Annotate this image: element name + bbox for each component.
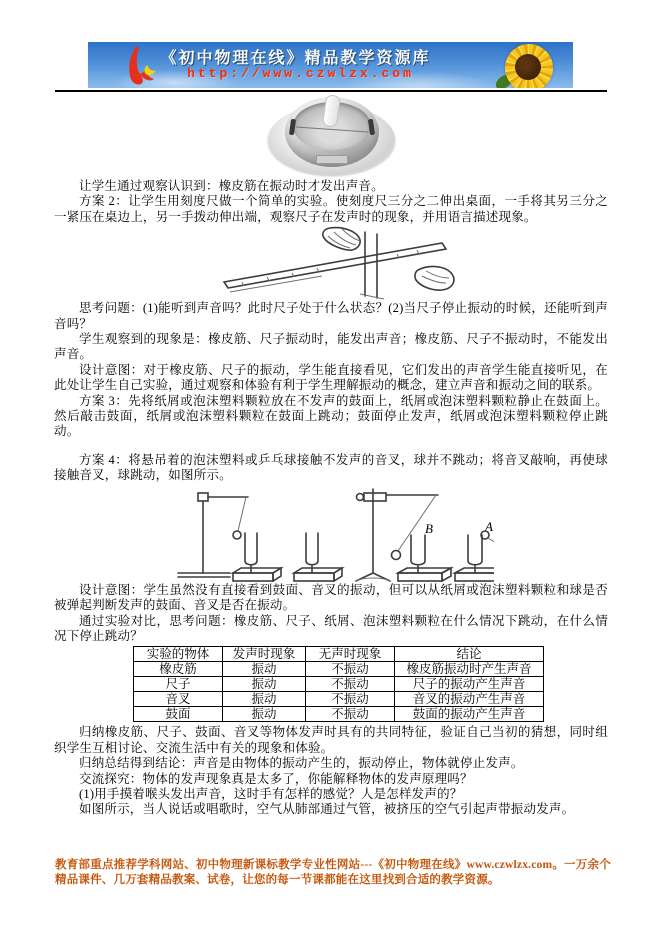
cell: 音叉的振动产生声音 — [395, 692, 544, 707]
paragraph-14: 如图所示，当人说话或唱歌时，空气从肺部通过气管，被挤压的空气引起声带振动发声。 — [79, 802, 575, 817]
paragraph-3: 思考问题：(1)能听到声音吗？此时尺子处于什么状态？(2)当尺子停止振动的时候，还能听到声音吗？ — [54, 301, 608, 331]
paragraph-9: 通过实验对比，思考问题：橡皮筋、尺子、纸屑、泡沫塑料颗粒在什么情况下跳动，在什么情况下停止跳动？ — [54, 613, 608, 643]
table-header-row — [134, 647, 544, 662]
document-body — [54, 97, 608, 818]
experiment-results-table — [133, 646, 544, 722]
paragraph-4: 学生观察到的现象是：橡皮筋、尺子振动时，能发出声音；橡皮筋、尺子不振动时，不能发出声音。 — [54, 332, 608, 362]
fork-label-b: B — [425, 520, 433, 536]
table-row — [134, 677, 544, 692]
cell: 鼓面的振动产生声音 — [395, 707, 544, 722]
fork-label-a: A — [485, 518, 493, 534]
cell: 振动 — [223, 662, 306, 677]
paragraph-8: 设计意图：学生虽然没有直接看到鼓面、音叉的振动，但可以从纸屑或泡沫塑料颗粒和球是否被弹起判断发声的鼓面、音叉是否在振动。 — [54, 582, 608, 613]
cell: 尺子 — [134, 677, 223, 692]
cell: 橡皮筋 — [134, 662, 223, 677]
sunflower-icon — [497, 42, 561, 88]
header-divider — [55, 90, 607, 92]
paragraph-11: 归纳总结得到结论：声音是由物体的振动产生的，振动停止，物体就停止发声。 — [79, 756, 524, 771]
ruler-experiment-figure — [212, 226, 474, 300]
col-header-object: 实验的物体 — [134, 647, 223, 662]
retort-stand — [178, 493, 248, 577]
cell: 振动 — [223, 677, 306, 692]
cell: 音叉 — [134, 692, 223, 707]
site-title: 《初中物理在线》精品教学资源库 — [160, 50, 431, 67]
cell: 不振动 — [306, 707, 395, 722]
table-row — [134, 707, 544, 722]
sunflower-center — [515, 54, 541, 80]
tuning-fork-b — [398, 521, 451, 581]
basin-experiment-photo — [268, 97, 395, 177]
paragraph-10: 归纳橡皮筋、尺子、鼓面、音叉等物体发声时具有的共同特征，验证自己当初的猜想，同时组织学生互相讨论、交流生活中有关的现象和体验。 — [54, 725, 608, 755]
paragraph-1: 让学生通过观察认识到：橡皮筋在振动时才发出声音。 — [79, 179, 384, 193]
col-header-conclusion: 结论 — [395, 647, 544, 662]
cell: 振动 — [223, 707, 306, 722]
cell: 不振动 — [306, 662, 395, 677]
paragraph-5: 设计意图：对于橡皮筋、尺子的振动，学生能直接看见，它们发出的声音学生能直接听见，在此处让学生自己实验，通过观察和体验有利于学生理解振动的概念，建立声音和振动之间的联系。 — [54, 362, 608, 393]
tuning-fork — [233, 533, 281, 581]
table-edge — [360, 232, 384, 299]
suspended-ball — [233, 531, 241, 539]
cell: 橡皮筋振动时产生声音 — [395, 662, 544, 677]
plucking-hand — [415, 267, 454, 291]
paragraph-12: 交流探究：物体的发声现象真是太多了，你能解释物体的发声原理吗？ — [79, 771, 473, 786]
tuning-fork — [294, 533, 342, 581]
pressing-hand — [323, 228, 360, 251]
paragraph-7: 方案 4：将悬吊着的泡沫塑料或乒乓球接触不发声的音叉，球并不跳动；将音叉敲响，再使球接触音叉，球跳动，如图所示。 — [54, 452, 608, 483]
table-row — [134, 692, 544, 707]
ruler — [224, 243, 446, 292]
cell: 不振动 — [306, 677, 395, 692]
col-header-silent: 无声时现象 — [306, 647, 395, 662]
col-header-sounding: 发声时现象 — [223, 647, 306, 662]
tuning-fork-a — [455, 519, 494, 581]
footer-promo-text: 教育部重点推荐学科网站、初中物理新课标教学专业性网站---《初中物理在线》www.czwlzx.com。一万余个精品课件、几万套精品教案、试卷，让您的每一节课都能在这里找到合适的教学资源。 — [55, 859, 611, 886]
paragraph-13: (1)用手摸着喉头发出声音，这时手有怎样的感觉？人是怎样发声的？ — [79, 786, 463, 801]
bowl-label — [316, 155, 348, 164]
suspended-ball — [392, 550, 401, 559]
site-banner — [88, 42, 573, 88]
cell: 鼓面 — [134, 707, 223, 722]
mallet-handle — [488, 538, 494, 551]
table-row — [134, 662, 544, 677]
paragraph-6: 方案 3：先将纸屑或泡沫塑料颗粒放在不发声的鼓面上，纸屑或泡沫塑料颗粒静止在鼓面上。然后敲击鼓面，纸屑或泡沫塑料颗粒在鼓面上跳动；鼓面停止发声，纸屑或泡沫塑料颗粒停止跳动。 — [54, 393, 608, 439]
paragraph-2: 方案 2：让学生用刻度尺做一个简单的实验。使刻度尺三分之二伸出桌面，一手将其另三分之一紧压在桌边上，另一手拨动伸出端，观察尺子在发声时的现象，并用语言描述现象。 — [54, 194, 608, 224]
cell: 振动 — [223, 692, 306, 707]
tuning-fork-figure — [148, 485, 494, 582]
cell: 不振动 — [306, 692, 395, 707]
cell: 尺子的振动产生声音 — [395, 677, 544, 692]
site-url: http://www.czwlzx.com — [187, 66, 414, 81]
